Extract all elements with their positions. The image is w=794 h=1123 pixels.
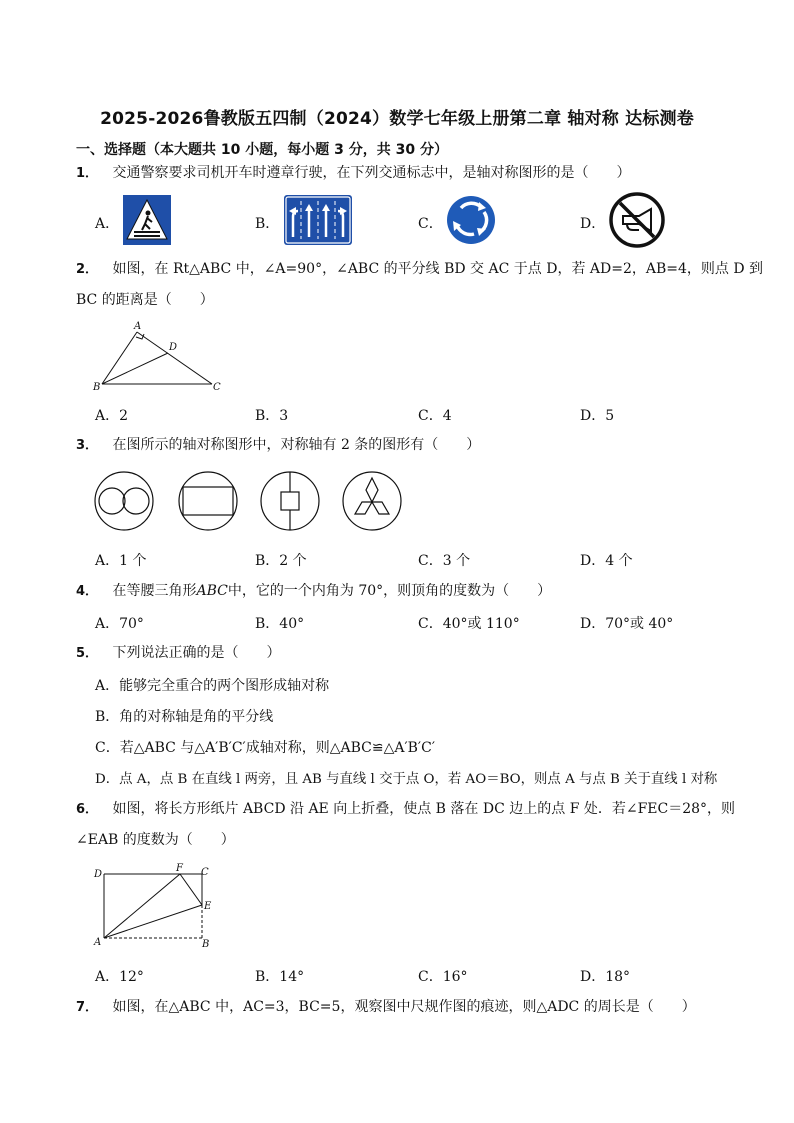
option-d: D．点 A，点 B 在直线 l 两旁，且 AB 与直线 l 交于点 O，若 AO＝BO，则点 A 与点 B 关于直线 l 对称 xyxy=(95,772,718,787)
question-text: 交通警察要求司机开车时遵章行驶，在下列交通标志中，是轴对称图形的是（ ） xyxy=(112,165,631,181)
option-a: A． xyxy=(95,216,120,232)
pedestrian-crossing-sign-icon xyxy=(123,195,171,245)
question-number: 2． xyxy=(76,262,99,277)
option-c: C．4 xyxy=(418,408,452,424)
question-5 xyxy=(76,643,281,664)
option-a: A．2 xyxy=(95,408,129,424)
question-text: 如图，在 Rt△ABC 中，∠A=90°，∠ABC 的平分线 BD 交 AC 于点 D，若 AD=2，AB=4，则点 D 到 xyxy=(112,261,764,277)
option-a: A．1 个 xyxy=(95,553,147,569)
two-circles-in-circle-figure xyxy=(93,470,155,532)
option-d: D．5 xyxy=(580,408,615,424)
question-4 xyxy=(76,581,551,602)
question-number: 5． xyxy=(76,646,99,661)
question-1 xyxy=(76,163,631,184)
option-a: A．70° xyxy=(95,616,144,632)
option-b: B．3 xyxy=(255,408,289,424)
option-d: D．4 个 xyxy=(580,553,633,569)
option-b: B．2 个 xyxy=(255,553,307,569)
question-number: 1． xyxy=(76,166,99,181)
label-a: A xyxy=(94,937,102,948)
option-b: B．40° xyxy=(255,616,305,632)
label-e: E xyxy=(204,901,212,912)
option-b: B．14° xyxy=(255,969,305,985)
question-number: 4． xyxy=(76,584,99,599)
document-title: 2025-2026鲁教版五四制（2024）数学七年级上册第二章 轴对称 达标测卷 xyxy=(100,109,694,129)
question-text: 下列说法正确的是（ ） xyxy=(112,645,281,661)
label-d: D xyxy=(94,869,103,880)
question-text: 如图，将长方形纸片 ABCD 沿 AE 向上折叠，使点 B 落在 DC 边上的点 F 处．若∠FEC＝28°，则 xyxy=(112,801,736,817)
square-bars-in-circle-figure xyxy=(259,470,321,532)
no-horn-sign-icon xyxy=(609,192,665,248)
label-a: A xyxy=(134,321,142,332)
lane-direction-sign-icon xyxy=(284,195,352,245)
option-a: A．能够完全重合的两个图形成轴对称 xyxy=(95,678,330,694)
question-2 xyxy=(76,259,763,280)
label-f: F xyxy=(176,863,183,874)
label-b: B xyxy=(93,382,101,393)
question-number: 7． xyxy=(76,1000,99,1015)
folded-rectangle-figure xyxy=(92,863,217,953)
option-c: C．16° xyxy=(418,969,468,985)
section-heading: 一、选择题（本大题共 10 小题，每小题 3 分，共 30 分） xyxy=(76,142,448,158)
label-b: B xyxy=(202,939,210,950)
label-c: C xyxy=(213,382,221,393)
option-b: B．角的对称轴是角的平分线 xyxy=(95,709,274,725)
question-text-pre: 在等腰三角形 xyxy=(112,583,197,599)
option-c: C．若△ABC 与△A′B′C′成轴对称，则△ABC≌△A′B′C′ xyxy=(95,740,435,756)
option-d: D．18° xyxy=(580,969,631,985)
question-text-var: ABC xyxy=(196,583,228,599)
three-diamonds-in-circle-figure xyxy=(341,470,403,532)
option-a: A．12° xyxy=(95,969,144,985)
roundabout-sign-icon xyxy=(446,195,496,245)
question-7 xyxy=(76,997,696,1018)
triangle-figure xyxy=(92,320,227,392)
question-6 xyxy=(76,799,735,820)
option-d: D．70°或 40° xyxy=(580,616,674,632)
question-text: 在图所示的轴对称图形中，对称轴有 2 条的图形有（ ） xyxy=(112,437,481,453)
question-number: 6． xyxy=(76,802,99,817)
option-d: D． xyxy=(580,216,606,232)
option-b: B． xyxy=(255,216,280,232)
question-text: 如图，在△ABC 中，AC=3，BC=5，观察图中尺规作图的痕迹，则△ADC 的周长是（ ） xyxy=(112,999,696,1015)
option-c: C． xyxy=(418,216,443,232)
option-c: C．40°或 110° xyxy=(418,616,520,632)
option-c: C．3 个 xyxy=(418,553,471,569)
question-6-continued: ∠EAB 的度数为（ ） xyxy=(76,832,235,848)
label-d: D xyxy=(169,342,178,353)
label-c: C xyxy=(201,867,209,878)
rectangle-in-circle-figure xyxy=(177,470,239,532)
question-3 xyxy=(76,435,480,456)
question-2-continued: BC 的距离是（ ） xyxy=(76,292,214,308)
question-text-post: 中，它的一个内角为 70°，则顶角的度数为（ ） xyxy=(227,583,552,599)
question-number: 3． xyxy=(76,438,99,453)
